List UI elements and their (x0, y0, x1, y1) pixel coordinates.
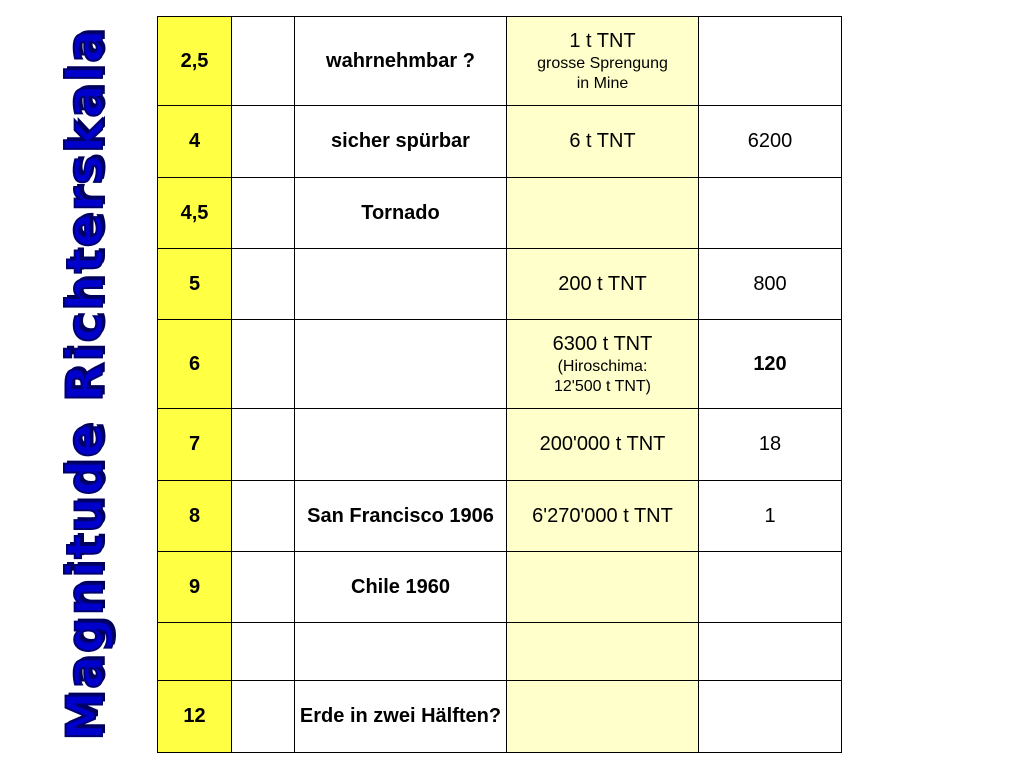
description-cell (295, 409, 507, 481)
description-cell: wahrnehmbar ? (295, 17, 507, 106)
empty-cell (232, 320, 295, 409)
energy-cell: 200'000 t TNT (507, 409, 699, 481)
energy-note: grosse Sprengung (537, 54, 668, 72)
frequency-cell (699, 681, 842, 753)
table-row (158, 409, 842, 481)
magnitude-cell: 6 (158, 320, 232, 409)
empty-cell (232, 481, 295, 552)
magnitude-cell: 7 (158, 409, 232, 481)
energy-cell: 6'270'000 t TNT (507, 481, 699, 552)
empty-cell (232, 681, 295, 753)
richter-table (157, 16, 842, 753)
frequency-cell (699, 552, 842, 623)
magnitude-cell: 9 (158, 552, 232, 623)
table-row (158, 249, 842, 320)
side-title: Magnitude Richterskala (56, 27, 114, 741)
table-row (158, 17, 842, 106)
energy-value: 1 t TNT (569, 29, 636, 52)
empty-cell (232, 178, 295, 249)
energy-note: (Hiroschima: (557, 357, 648, 375)
table-row (158, 320, 842, 409)
energy-value: 6300 t TNT (552, 332, 653, 355)
frequency-cell: 1 (699, 481, 842, 552)
description-cell: Erde in zwei Hälften? (295, 681, 507, 753)
table-row (158, 178, 842, 249)
energy-cell (507, 552, 699, 623)
frequency-cell: 6200 (699, 106, 842, 178)
empty-cell (232, 552, 295, 623)
frequency-cell (699, 623, 842, 681)
description-cell: Chile 1960 (295, 552, 507, 623)
empty-cell (232, 623, 295, 681)
description-cell (295, 320, 507, 409)
description-cell: sicher spürbar (295, 106, 507, 178)
energy-cell (507, 681, 699, 753)
energy-cell (507, 320, 699, 409)
description-cell (295, 249, 507, 320)
magnitude-cell: 2,5 (158, 17, 232, 106)
description-cell: Tornado (295, 178, 507, 249)
description-cell: San Francisco 1906 (295, 481, 507, 552)
magnitude-cell: 5 (158, 249, 232, 320)
frequency-cell: 800 (699, 249, 842, 320)
empty-cell (232, 249, 295, 320)
magnitude-cell: 4 (158, 106, 232, 178)
energy-note: 12'500 t TNT) (553, 377, 652, 395)
frequency-cell: 120 (699, 320, 842, 409)
energy-cell (507, 623, 699, 681)
description-cell (295, 623, 507, 681)
energy-cell: 200 t TNT (507, 249, 699, 320)
table-row (158, 106, 842, 178)
empty-cell (232, 409, 295, 481)
energy-cell (507, 17, 699, 106)
table-row (158, 552, 842, 623)
frequency-cell (699, 17, 842, 106)
table-row (158, 481, 842, 552)
energy-cell: 6 t TNT (507, 106, 699, 178)
table-row (158, 623, 842, 681)
magnitude-cell: 4,5 (158, 178, 232, 249)
frequency-cell: 18 (699, 409, 842, 481)
energy-cell (507, 178, 699, 249)
frequency-cell (699, 178, 842, 249)
magnitude-cell: 12 (158, 681, 232, 753)
magnitude-cell: 8 (158, 481, 232, 552)
table-row (158, 681, 842, 753)
empty-cell (232, 17, 295, 106)
empty-cell (232, 106, 295, 178)
magnitude-cell (158, 623, 232, 681)
energy-note: in Mine (576, 74, 629, 92)
